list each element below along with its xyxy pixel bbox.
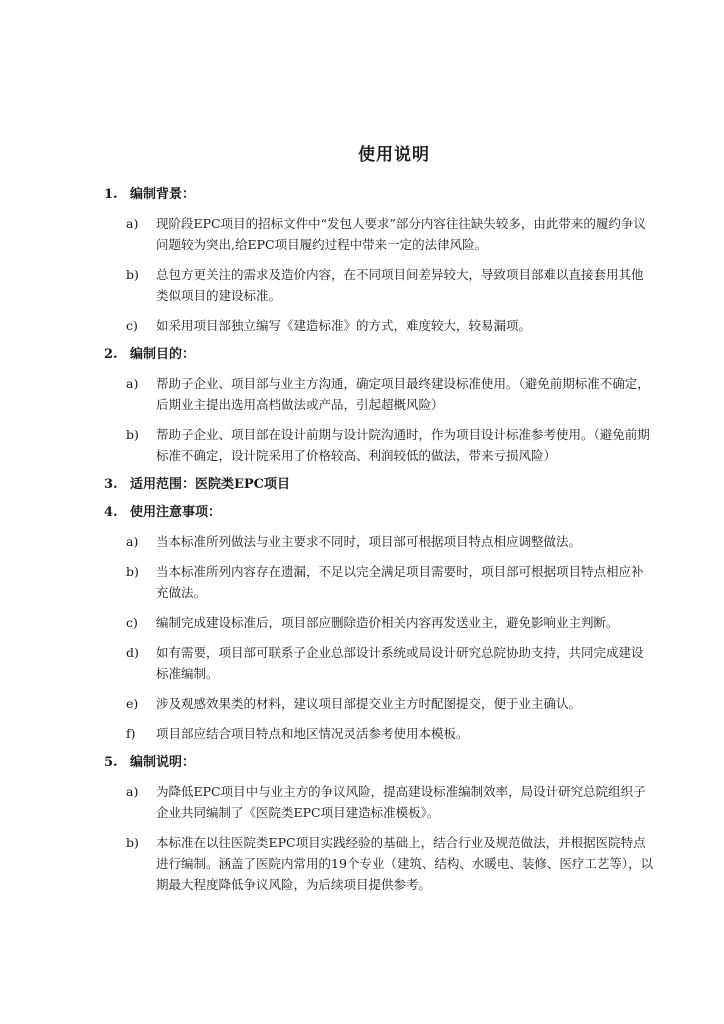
section (104, 185, 654, 336)
list-item-text: 当本标准所列内容存在遗漏，不足以完全满足项目需要时，项目部可根据项目特点相应补充做法。 (156, 564, 644, 600)
section (104, 503, 654, 744)
list-item-marker: b) (126, 427, 139, 442)
list-item (104, 264, 654, 306)
list-item (104, 693, 654, 714)
list-item-text: 如有需要，项目部可联系子企业总部设计系统或局设计研究总院协助支持，共同完成建设标准编制。 (156, 645, 644, 681)
section-heading (104, 503, 654, 523)
section-heading-text: 编制背景： (130, 187, 196, 202)
list-item-marker: c) (126, 318, 138, 333)
list-item-text: 如采用项目部独立编写《建造标准》的方式，难度较大，较易漏项。 (156, 318, 532, 333)
list-item-marker: a) (126, 216, 139, 231)
list-item (104, 373, 654, 415)
list-item-text: 当本标准所列做法与业主要求不同时，项目部可根据项目特点相应调整做法。 (156, 534, 582, 549)
section-number: 2. (104, 347, 118, 362)
section-heading-text: 适用范围：医院类EPC项目 (130, 477, 291, 492)
list-item-text: 现阶段EPC项目的招标文件中“发包人要求”部分内容往往缺失较多，由此带来的履约争议问题较为突出,给EPC项目履约过程中带来一定的法律风险。 (156, 216, 646, 252)
list-item-marker: a) (126, 534, 139, 549)
list-item-text: 帮助子企业、项目部在设计前期与设计院沟通时，作为项目设计标准参考使用。（避免前期标准不确定，设计院采用了价格较高、利润较低的做法，带来亏损风险） (156, 427, 650, 463)
list-item (104, 642, 654, 684)
section-heading-text: 编制目的： (130, 347, 196, 362)
list-item (104, 612, 654, 633)
list-item (104, 213, 654, 255)
section (104, 475, 654, 495)
section-heading (104, 753, 654, 773)
list-item (104, 781, 654, 823)
section-heading-text: 编制说明： (130, 755, 196, 770)
list-item-marker: e) (126, 696, 139, 711)
section-number: 3. (104, 477, 118, 492)
sections-container (104, 185, 654, 895)
section-heading-text: 使用注意事项： (130, 505, 222, 520)
list-item-marker: c) (126, 615, 138, 630)
list-item-marker: d) (126, 645, 139, 660)
list-item (104, 531, 654, 552)
section-heading (104, 345, 654, 365)
list-item (104, 832, 654, 895)
section (104, 345, 654, 466)
section-heading (104, 475, 654, 495)
list-item-text: 总包方更关注的需求及造价内容，在不同项目间差异较大，导致项目部难以直接套用其他类似项目的建设标准。 (156, 267, 644, 303)
section-number: 5. (104, 755, 118, 770)
list-item (104, 561, 654, 603)
list-item-text: 帮助子企业、项目部与业主方沟通，确定项目最终建设标准使用。（避免前期标准不确定，后期业主提出选用高档做法或产品，引起超概风险） (156, 376, 650, 412)
list-item-marker: a) (126, 784, 139, 799)
list-item-marker: b) (126, 564, 139, 579)
list-item-marker: b) (126, 835, 139, 850)
list-item-marker: b) (126, 267, 139, 282)
list-item (104, 315, 654, 336)
section-heading (104, 185, 654, 205)
section-number: 1. (104, 187, 118, 202)
list-item-marker: a) (126, 376, 139, 391)
list-item-text: 本标准在以往医院类EPC项目实践经验的基础上，结合行业及规范做法，并根据医院特点进行编制。涵盖了医院内常用的19个专业（建筑、结构、水暖电、装修、医疗工艺等），以期最大程度降低争议风险，为后续项目提供参考。 (156, 835, 654, 892)
list-item-text: 编制完成建设标准后，项目部应删除造价相关内容再发送业主，避免影响业主判断。 (156, 615, 619, 630)
list-item (104, 723, 654, 744)
list-item-text: 项目部应结合项目特点和地区情况灵活参考使用本模板。 (156, 726, 469, 741)
page-title: 使用说明 (358, 145, 430, 165)
section-number: 4. (104, 505, 118, 520)
list-item-text: 涉及观感效果类的材料，建议项目部提交业主方时配图提交，便于业主确认。 (156, 696, 582, 711)
section (104, 753, 654, 895)
list-item-text: 为降低EPC项目中与业主方的争议风险，提高建设标准编制效率，局设计研究总院组织子企业共同编制了《医院类EPC项目建造标准模板》。 (156, 784, 646, 820)
list-item (104, 424, 654, 466)
list-item-marker: f) (126, 726, 136, 741)
